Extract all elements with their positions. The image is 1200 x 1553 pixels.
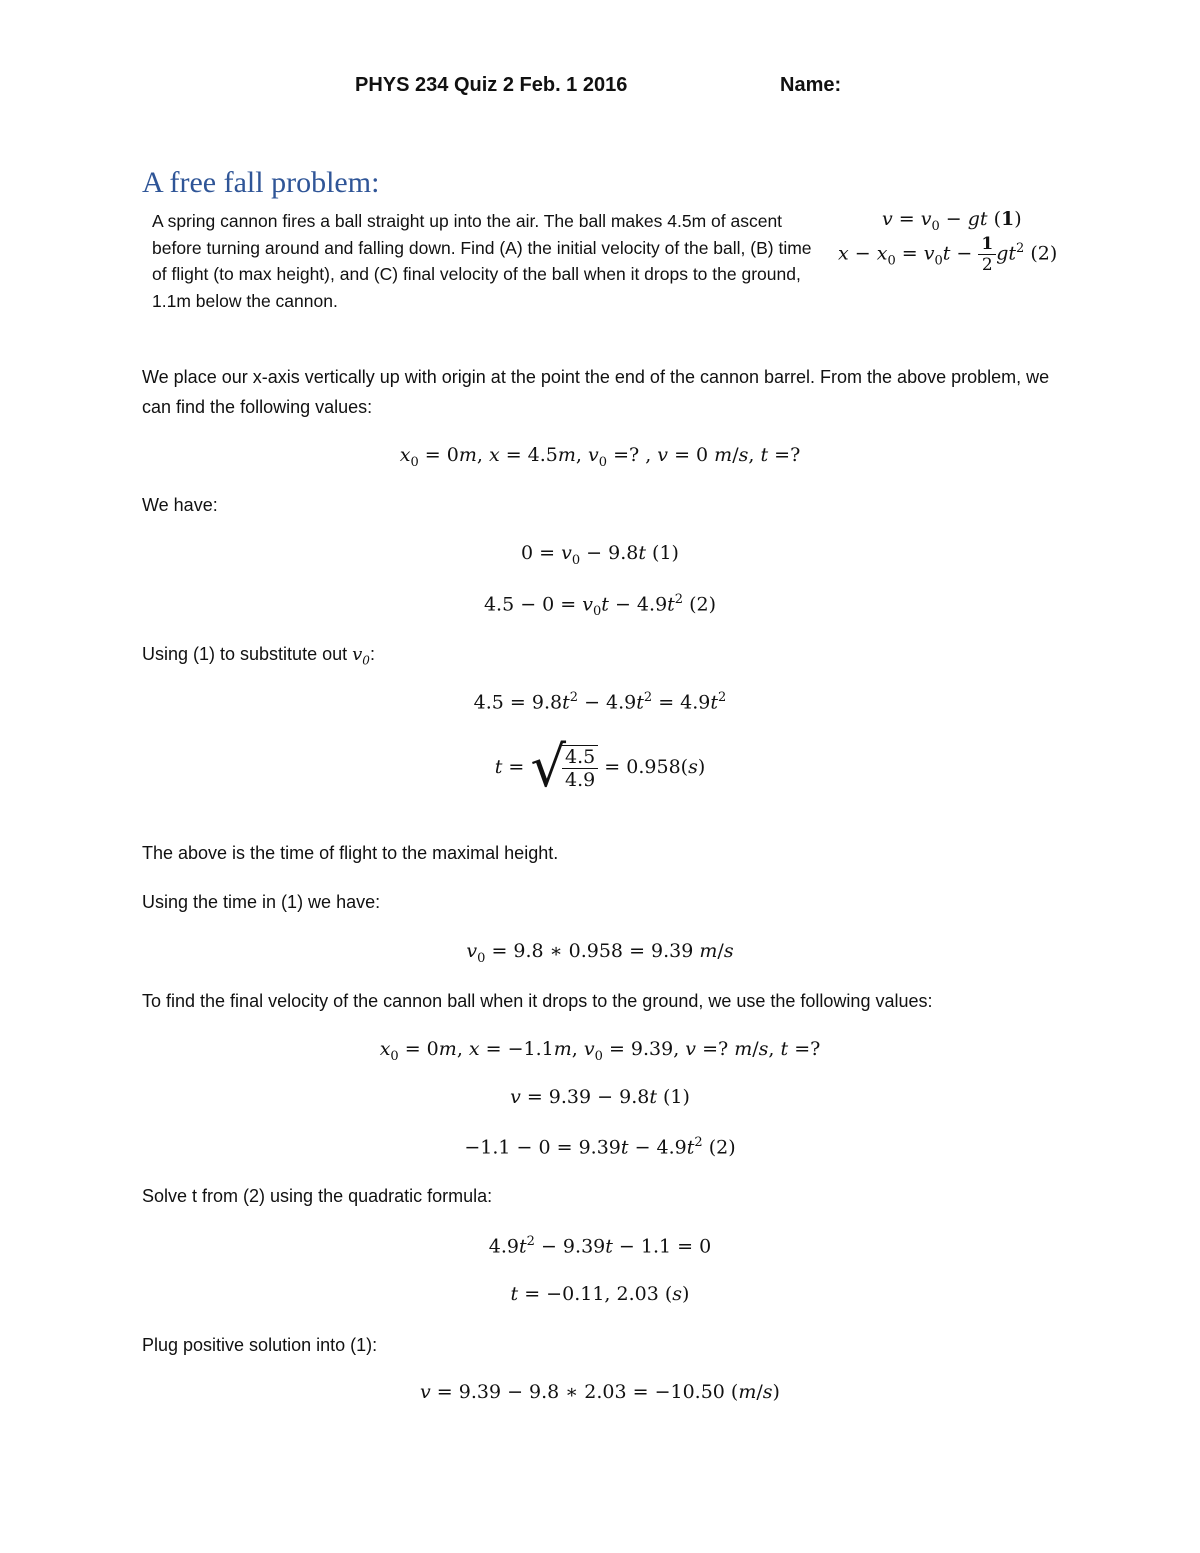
equation-quadratic: $4.9t^2 - 9.39t - 1.1 = 0$ [488, 1234, 712, 1258]
plug-positive-label: Plug positive solution into (1): [142, 1335, 378, 1355]
equation-substituted: $4.5 = 9.8t^2 - 4.9t^2 = 4.9t^2$ [473, 690, 727, 714]
section-title: A free fall problem: [142, 166, 380, 199]
using-time-label: Using the time in (1) we have: [142, 892, 381, 912]
v0-symbol: $v_0$ [352, 644, 370, 668]
formula-velocity: $v = v_0$ − gt (1) [882, 208, 1022, 234]
quiz-title: PHYS 234 Quiz 2 Feb. 1 2016 [355, 74, 628, 96]
equation-2: $4.5 - 0 = v_0t - 4.9t^2$ (2) [483, 592, 717, 620]
substitute-label: Using (1) to substitute out $v_0$: [142, 644, 375, 668]
time-note: The above is the time of flight to the maximal height. [142, 843, 559, 863]
axis-setup-paragraph: We place our x-axis vertically up with origin at the point the end of the cannon barrel. From the above problem, we can find the following values: [142, 367, 1050, 417]
equation-roots: t = −0.11, 2.03 (s) [510, 1283, 690, 1305]
equation-initial-velocity: $v_0 = 9.8$ ∗ 0.958 = 9.39 m/s [466, 940, 734, 966]
problem-statement: A spring cannon fires a ball straight up into the air. The ball makes 4.5m of ascent before turning around and falling down. Find (A) the initial velocity of the ball, (B) time of flight (to max height), and (C) final velocity of the ball when it drops to the ground, 1.1m below the cannon. [152, 211, 812, 311]
final-velocity-intro: To find the final velocity of the cannon ball when it drops to the ground, we use the following values: [142, 991, 933, 1011]
solve-t-label: Solve t from (2) using the quadratic formula: [142, 1186, 493, 1206]
equation-1b: v = 9.39 − 9.8t (1) [510, 1086, 690, 1108]
substitute-text: Using (1) to substitute out [142, 644, 348, 664]
we-have-label: We have: [142, 495, 218, 515]
formula-position: $x - x_0 = v_0t$ − $\frac{1}{2}$ $gt^2$ (2) [838, 234, 1058, 275]
equation-1: $0 = v_0 - 9.8t$ (1) [521, 542, 679, 568]
equation-final-velocity: v = 9.39 − 9.8 ∗ 2.03 = −10.50 (m/s) [420, 1381, 780, 1403]
equation-2b: $-1.1 - 0 = 9.39t - 4.9t^2$ (2) [464, 1135, 736, 1159]
equation-given-values: $x_0 = 0m$, x = 4.5m, $v_0$ =? , v = 0 m/s, t =? [399, 444, 801, 470]
name-label: Name: [780, 74, 842, 96]
equation-time: t = √ $\frac{4.5}{4.9}$ = 0.958(s) [494, 735, 706, 800]
equation-given-values-2: $x_0 = 0m$, x = −1.1m, $v_0 = 9.39$, v =? m/s, t =? [379, 1038, 821, 1064]
